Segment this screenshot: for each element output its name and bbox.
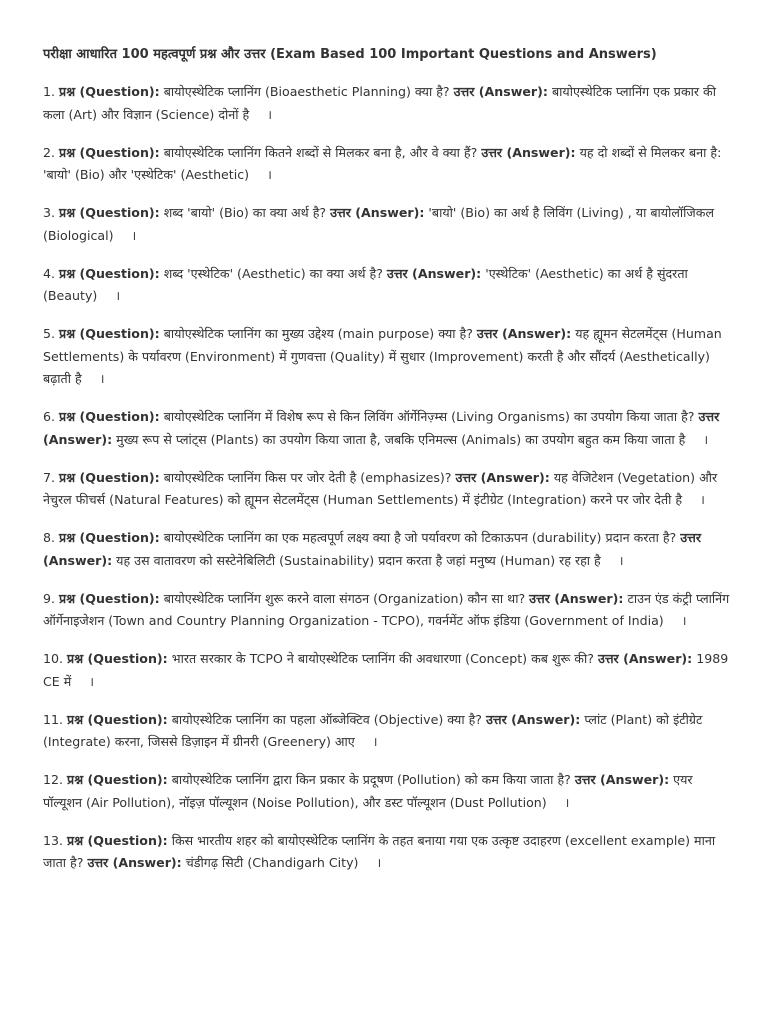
answer-label: उत्तर (Answer): xyxy=(486,711,581,727)
question-label: प्रश्न (Question): xyxy=(59,205,160,220)
danda-mark: । xyxy=(99,371,105,386)
answer-text: यह दो शब्दों से मिलकर बना है: 'बायो' (Bio) और 'एस्थेटिक' (Aesthetic) xyxy=(43,144,722,182)
danda-mark: । xyxy=(267,106,272,122)
qa-item xyxy=(43,588,732,633)
danda-mark: । xyxy=(131,227,137,243)
answer-label: उत्तर (Answer): xyxy=(386,265,482,281)
answer-label: उत्तर (Answer): xyxy=(43,530,702,568)
answer-label: उत्तर (Answer): xyxy=(455,469,550,485)
answer-text: टाउन एंड कंट्री प्लानिंग ऑर्गेनाइजेशन (Town and Country Planning Organization - TCPO), गवर्नमेंट ऑफ इंडिया (Government of India) xyxy=(43,590,730,628)
question-text: बायोएस्थेटिक प्लानिंग का एक महत्वपूर्ण लक्ष्य क्या है जो पर्यावरण को टिकाऊपन (durability) प्रदान करता है? xyxy=(163,530,677,545)
page-title: परीक्षा आधारित 100 महत्वपूर्ण प्रश्न और उत्तर (Exam Based 100 Important Questions and Answers) xyxy=(43,47,657,62)
question-label: प्रश्न (Question): xyxy=(59,144,160,160)
question-number: 8. xyxy=(43,530,56,545)
question-number: 4. xyxy=(43,265,56,281)
question-number: 6. xyxy=(43,409,56,424)
answer-label: उत्तर (Answer): xyxy=(597,651,693,666)
question-number: 13. xyxy=(43,832,64,848)
qa-list xyxy=(43,81,732,875)
question-number: 7. xyxy=(43,469,56,485)
danda-mark: । xyxy=(703,431,709,447)
qa-item xyxy=(43,202,732,247)
answer-label: उत्तर (Answer): xyxy=(481,144,576,160)
danda-mark: । xyxy=(372,734,378,749)
question-label: प्रश्न (Question): xyxy=(59,84,160,99)
question-text: शब्द 'एस्थेटिक' (Aesthetic) का क्या अर्थ है? xyxy=(163,265,383,281)
question-number: 2. xyxy=(43,144,56,160)
qa-item xyxy=(43,467,732,512)
danda-mark: । xyxy=(618,552,624,568)
answer-label: उत्तर (Answer): xyxy=(574,772,670,787)
qa-item xyxy=(43,323,732,391)
answer-label: उत्तर (Answer): xyxy=(453,84,548,99)
answer-label: उत्तर (Answer): xyxy=(529,590,624,606)
qa-item xyxy=(43,263,732,308)
question-number: 3. xyxy=(43,205,56,220)
question-label: प्रश्न (Question): xyxy=(59,326,160,341)
answer-label: उत्तर (Answer): xyxy=(330,205,425,220)
danda-mark: । xyxy=(564,794,570,810)
qa-item xyxy=(43,830,732,875)
qa-item xyxy=(43,648,732,693)
answer-label: उत्तर (Answer): xyxy=(476,326,572,341)
question-text: बायोएस्थेटिक प्लानिंग कितने शब्दों से मिलकर बना है, और वे क्या हैं? xyxy=(163,144,478,160)
answer-text: यह ह्यूमन सेटलमेंट्स (Human Settlements) के पर्यावरण (Environment) में गुणवत्ता (Quality) में सुधार (Improvement) करती है और सौंदर्य (Aesthetically) बढ़ाती है xyxy=(43,326,722,386)
question-label: प्रश्न (Question): xyxy=(67,832,168,848)
answer-text: मुख्य रूप से प्लांट्स (Plants) का उपयोग किया जाता है, जबकि एनिमल्स (Animals) का उपयोग बहुत कम किया जाता है xyxy=(116,431,686,447)
question-number: 12. xyxy=(43,772,64,787)
question-label: प्रश्न (Question): xyxy=(59,265,160,281)
answer-text: बायोएस्थेटिक प्लानिंग एक प्रकार की कला (Art) और विज्ञान (Science) दोनों है xyxy=(43,84,716,122)
answer-text: 'बायो' (Bio) का अर्थ है लिविंग (Living) , या बायोलॉजिकल (Biological) xyxy=(43,205,714,243)
question-text: बायोएस्थेटिक प्लानिंग द्वारा किन प्रकार के प्रदूषण (Pollution) को कम किया जाता है? xyxy=(171,772,571,787)
question-label: प्रश्न (Question): xyxy=(67,772,168,787)
danda-mark: । xyxy=(267,167,272,182)
answer-text: चंडीगढ़ सिटी (Chandigarh City) xyxy=(185,855,359,870)
qa-item xyxy=(43,527,732,572)
question-label: प्रश्न (Question): xyxy=(59,469,160,485)
question-text: बायोएस्थेटिक प्लानिंग किस पर जोर देती है (emphasizes)? xyxy=(163,469,452,485)
qa-item xyxy=(43,769,732,814)
answer-text: 'एस्थेटिक' (Aesthetic) का अर्थ है सुंदरता (Beauty) xyxy=(43,265,688,303)
question-text: शब्द 'बायो' (Bio) का क्या अर्थ है? xyxy=(163,205,327,220)
answer-text: एयर पॉल्यूशन (Air Pollution), नॉइज़ पॉल्यूशन (Noise Pollution), और डस्ट पॉल्यूशन (Dust Pollution) xyxy=(43,772,693,810)
danda-mark: । xyxy=(681,613,687,628)
question-number: 1. xyxy=(43,84,56,99)
question-label: प्रश्न (Question): xyxy=(59,590,160,606)
answer-label: उत्तर (Answer): xyxy=(43,409,720,447)
answer-text: प्लांट (Plant) को इंटीग्रेट (Integrate) करना, जिससे डिज़ाइन में ग्रीनरी (Greenery) आए xyxy=(43,711,703,749)
question-text: बायोएस्थेटिक प्लानिंग शुरू करने वाला संगठन (Organization) कौन सा था? xyxy=(163,590,526,606)
question-text: बायोएस्थेटिक प्लानिंग में विशेष रूप से किन लिविंग ऑर्गेनिज़्म्स (Living Organisms) का उपयोग किया जाता है? xyxy=(163,409,695,424)
question-label: प्रश्न (Question): xyxy=(59,530,160,545)
question-number: 11. xyxy=(43,711,64,727)
answer-text: 1989 CE में xyxy=(43,651,729,689)
question-label: प्रश्न (Question): xyxy=(67,711,168,727)
question-label: प्रश्न (Question): xyxy=(67,651,168,666)
qa-item xyxy=(43,709,732,754)
qa-item xyxy=(43,81,732,126)
answer-text: यह वेजिटेशन (Vegetation) और नेचुरल फीचर्स (Natural Features) को ह्यूमन सेटलमेंट्स (Human Settlements) में इंटीग्रेट (Integration) करने पर जोर देती है xyxy=(43,469,718,507)
answer-text: यह उस वातावरण को सस्टेनेबिलिटी (Sustainability) प्रदान करता है जहां मनुष्य (Human) रह रहा है xyxy=(116,552,601,568)
question-label: प्रश्न (Question): xyxy=(59,409,160,424)
qa-item xyxy=(43,406,732,451)
question-text: बायोएस्थेटिक प्लानिंग का मुख्य उद्देश्य (main purpose) क्या है? xyxy=(163,326,473,341)
question-text: भारत सरकार के TCPO ने बायोएस्थेटिक प्लानिंग की अवधारणा (Concept) कब शुरू की? xyxy=(171,651,594,666)
question-text: बायोएस्थेटिक प्लानिंग (Bioaesthetic Planning) क्या है? xyxy=(163,84,450,99)
danda-mark: । xyxy=(376,855,382,870)
question-text: किस भारतीय शहर को बायोएस्थेटिक प्लानिंग के तहत बनाया गया एक उत्कृष्ट उदाहरण (excellent example) माना जाता है? xyxy=(43,832,716,870)
danda-mark: । xyxy=(700,492,705,507)
question-number: 9. xyxy=(43,590,56,606)
qa-item xyxy=(43,142,732,187)
question-text: बायोएस्थेटिक प्लानिंग का पहला ऑब्जेक्टिव (Objective) क्या है? xyxy=(171,711,482,727)
question-number: 5. xyxy=(43,326,56,341)
answer-label: उत्तर (Answer): xyxy=(87,855,182,870)
question-number: 10. xyxy=(43,651,64,666)
danda-mark: । xyxy=(115,288,121,303)
danda-mark: । xyxy=(89,673,95,689)
